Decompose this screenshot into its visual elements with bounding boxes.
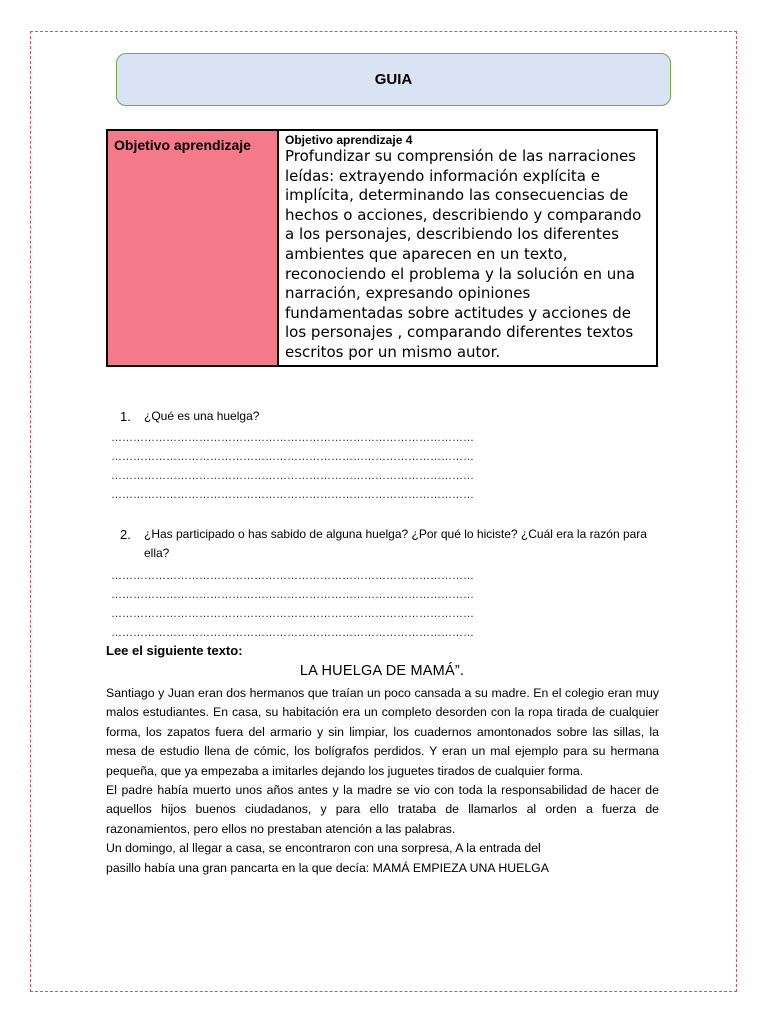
answer-line[interactable]: ……………………………………………………………………………………… (111, 470, 474, 482)
answer-line[interactable]: ……………………………………………………………………………………… (111, 489, 474, 501)
question-number: 1. (120, 409, 131, 424)
answer-line[interactable]: ……………………………………………………………………………………… (111, 451, 474, 463)
story-body (106, 684, 659, 878)
question-2 (120, 525, 660, 563)
story-paragraph: pasillo había una gran pancarta en la que decía: MAMÁ EMPIEZA UNA HUELGA (106, 860, 549, 875)
question-1 (120, 407, 660, 426)
page-title: GUIA (374, 71, 413, 88)
question-number: 2. (120, 527, 131, 542)
story-paragraph: El padre había muerto unos años antes y la madre se vio con toda la responsabilidad de hacer de aquellos hijos buenos ciudadanos, y para ello trataba de llamarlos al orden a fuerza de razonamientos, pero ellos no prestaban atención a las palabras. (106, 783, 659, 836)
story-paragraph: Un domingo, al llegar a casa, se encontraron con una sorpresa, A la entrada del (106, 841, 541, 856)
question-text: ¿Qué es una huelga? (144, 409, 260, 423)
reading-instruction: Lee el siguiente texto: (106, 643, 243, 658)
answer-line[interactable]: ……………………………………………………………………………………… (111, 432, 474, 444)
objective-table (106, 129, 658, 367)
objective-text: Profundizar su comprensión de las narraciones leídas: extrayendo información explícita e implícita, determinando las consecuencias de hechos o acciones, describiendo y comparando a los personajes, describiendo los diferentes ambientes que aparecen en un texto, reconociendo el problema y la solución en una narración, expresando opiniones fundamentadas sobre actitudes y acciones de los personajes , comparando diferentes textos escritos por un mismo autor. (285, 147, 642, 361)
answer-line[interactable]: ……………………………………………………………………………………… (111, 570, 474, 582)
story-title: LA HUELGA DE MAMÁ”. (299, 663, 465, 679)
objective-content (278, 130, 657, 366)
question-text: ¿Has participado o has sabido de alguna huelga? ¿Por qué lo hiciste? ¿Cuál era la razón para ella? (144, 527, 647, 560)
answer-line[interactable]: ……………………………………………………………………………………… (111, 608, 474, 620)
title-box (116, 53, 671, 106)
objective-label: Objetivo aprendizaje (107, 130, 278, 366)
objective-subtitle: Objetivo aprendizaje 4 (285, 133, 413, 147)
answer-line[interactable]: ……………………………………………………………………………………… (111, 627, 474, 639)
answer-line[interactable]: ……………………………………………………………………………………… (111, 589, 474, 601)
story-paragraph: Santiago y Juan eran dos hermanos que traían un poco cansada a su madre. En el colegio eran muy malos estudiantes. En casa, su habitación era un completo desorden con la ropa tirada de cualquier forma, los zapatos fuera del armario y sin limpiar, los cuadernos amontonados sobre las sillas, la mesa de estudio llena de cómic, los bolígrafos perdidos. Y eran un mal ejemplo para su hermana pequeña, que ya empezaba a imitarles dejando los juguetes tirados de cualquier forma. (106, 686, 659, 778)
